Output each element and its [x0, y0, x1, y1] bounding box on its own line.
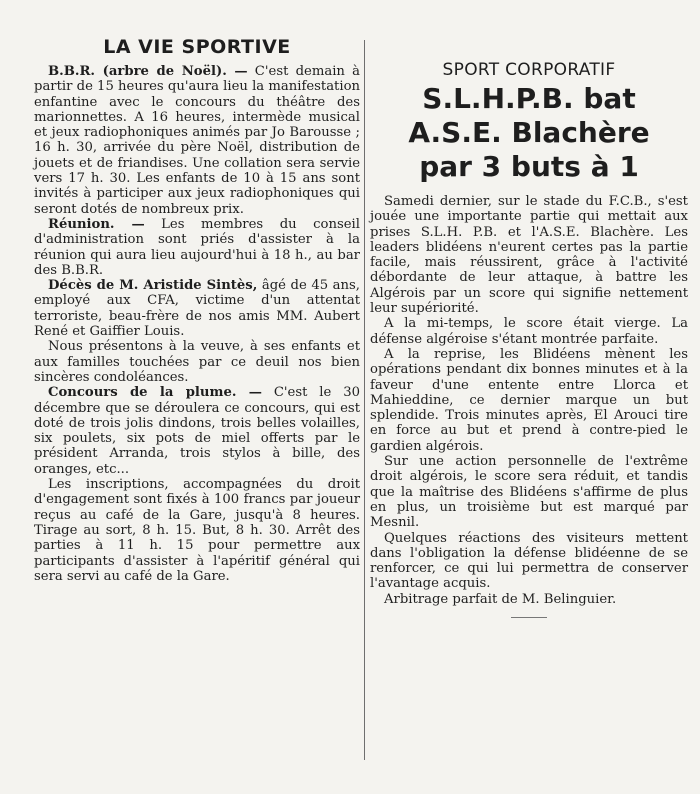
- article-inscriptions: [34, 477, 360, 584]
- left-column: [34, 30, 360, 584]
- article-lead: Décès de M. Aristide Sintès,: [48, 278, 258, 294]
- article-text: Les membres du conseil d'administration sont priés d'assister à la réunion qui aura lieu aujourd'hui à 18 h., au bar des B.B.R.: [34, 216, 360, 278]
- referee-line: Arbitrage parfait de M. Belinguier.: [384, 591, 617, 607]
- article-text: C'est le 30 décembre que se déroulera ce concours, qui est doté de trois jolis dindons, trois belles volailles, six poulets, six pots de miel offerts par le président Arranda, trois stylos à bille, des oranges, etc...: [34, 385, 360, 477]
- headline: [370, 82, 688, 184]
- end-rule: [511, 617, 547, 618]
- section-kicker: SPORT CORPORATIF: [442, 60, 616, 80]
- match-paragraph: Samedi dernier, sur le stade du F.C.B., s'est jouée une importante partie qui mettait aux prises S.L.H. P.B. et l'A.S.E. Blachère. Les leaders blidéens n'eurent certes pas la partie facile, mais réussirent, grâce à l'activité débordante de leur attaque, à battre les Algérois par un score qui signifie nettement leur supériorité.: [370, 194, 688, 317]
- headline-line: A.S.E. Blachère: [408, 116, 650, 149]
- right-column: [370, 60, 688, 618]
- headline-line: S.L.H.P.B. bat: [422, 82, 636, 115]
- article-lead: Réunion. —: [48, 216, 145, 232]
- article-bbr-arbre-de-noel: [34, 64, 360, 217]
- article-text: âgé de 45 ans, employé aux CFA, victime d'un attentat terroriste, beau-frère de nos amis MM. Aubert René et Gaiffier Louis.: [34, 278, 360, 340]
- match-paragraph: Sur une action personnelle de l'extrême droit algérois, le score sera réduit, et tandis que la maîtrise des Blidéens s'affirme de plus en plus, un troisième but est marqué par Mesnil.: [370, 454, 688, 531]
- article-condoleances: [34, 339, 360, 385]
- column-divider: [364, 40, 365, 760]
- article-text: C'est demain à partir de 15 heures qu'aura lieu la manifestation enfantine avec le concours du théâtre des marionnettes. A 16 heures, intermède musical et jeux radiophoniques animés par Jo Barousse ; 16 h. 30, arrivée du père Noël, distribution de jouets et de friandises. Une collation sera servie vers 17 h. 30. Les enfants de 10 à 15 ans sont invités à participer aux jeux radiophoniques qui seront dotés de nombreux prix.: [34, 64, 361, 217]
- match-paragraph: A la reprise, les Blidéens mènent les opérations pendant dix bonnes minutes et à la faveur d'une entente entre Llorca et Mahieddine, ce dernier marque un but splendide. Trois minutes après, El Arouci tire en force au but et prend à contre-pied le gardien algérois.: [370, 346, 688, 454]
- article-reunion: [34, 217, 360, 278]
- headline-line: par 3 buts à 1: [419, 150, 639, 183]
- article-text: Les inscriptions, accompagnées du droit d'engagement sont fixés à 100 francs par joueur reçus au café de la Gare, jusqu'à 8 heures. Tirage au sort, 8 h. 15. But, 8 h. 30. Arrêt des parties à 11 h. 15 pour permettre aux participants d'assister à l'apéritif général qui sera servi au café de la Gare.: [34, 477, 360, 584]
- article-deces: [34, 278, 360, 339]
- match-paragraph: A la mi-temps, le score était vierge. La défense algéroise s'étant montrée parfaite.: [370, 316, 688, 347]
- section-title: LA VIE SPORTIVE: [103, 36, 291, 58]
- article-lead: B.B.R. (arbre de Noël). —: [48, 64, 248, 79]
- article-text: Nous présentons à la veuve, à ses enfants et aux familles touchées par ce deuil nos bien sincères condoléances.: [34, 339, 360, 385]
- article-concours-plume: [34, 385, 360, 477]
- match-paragraph: Quelques réactions des visiteurs mettent dans l'obligation la défense blidéenne de se renforcer, ce qui lui permettra de conserver l'avantage acquis.: [370, 530, 688, 592]
- article-lead: Concours de la plume. —: [48, 385, 262, 401]
